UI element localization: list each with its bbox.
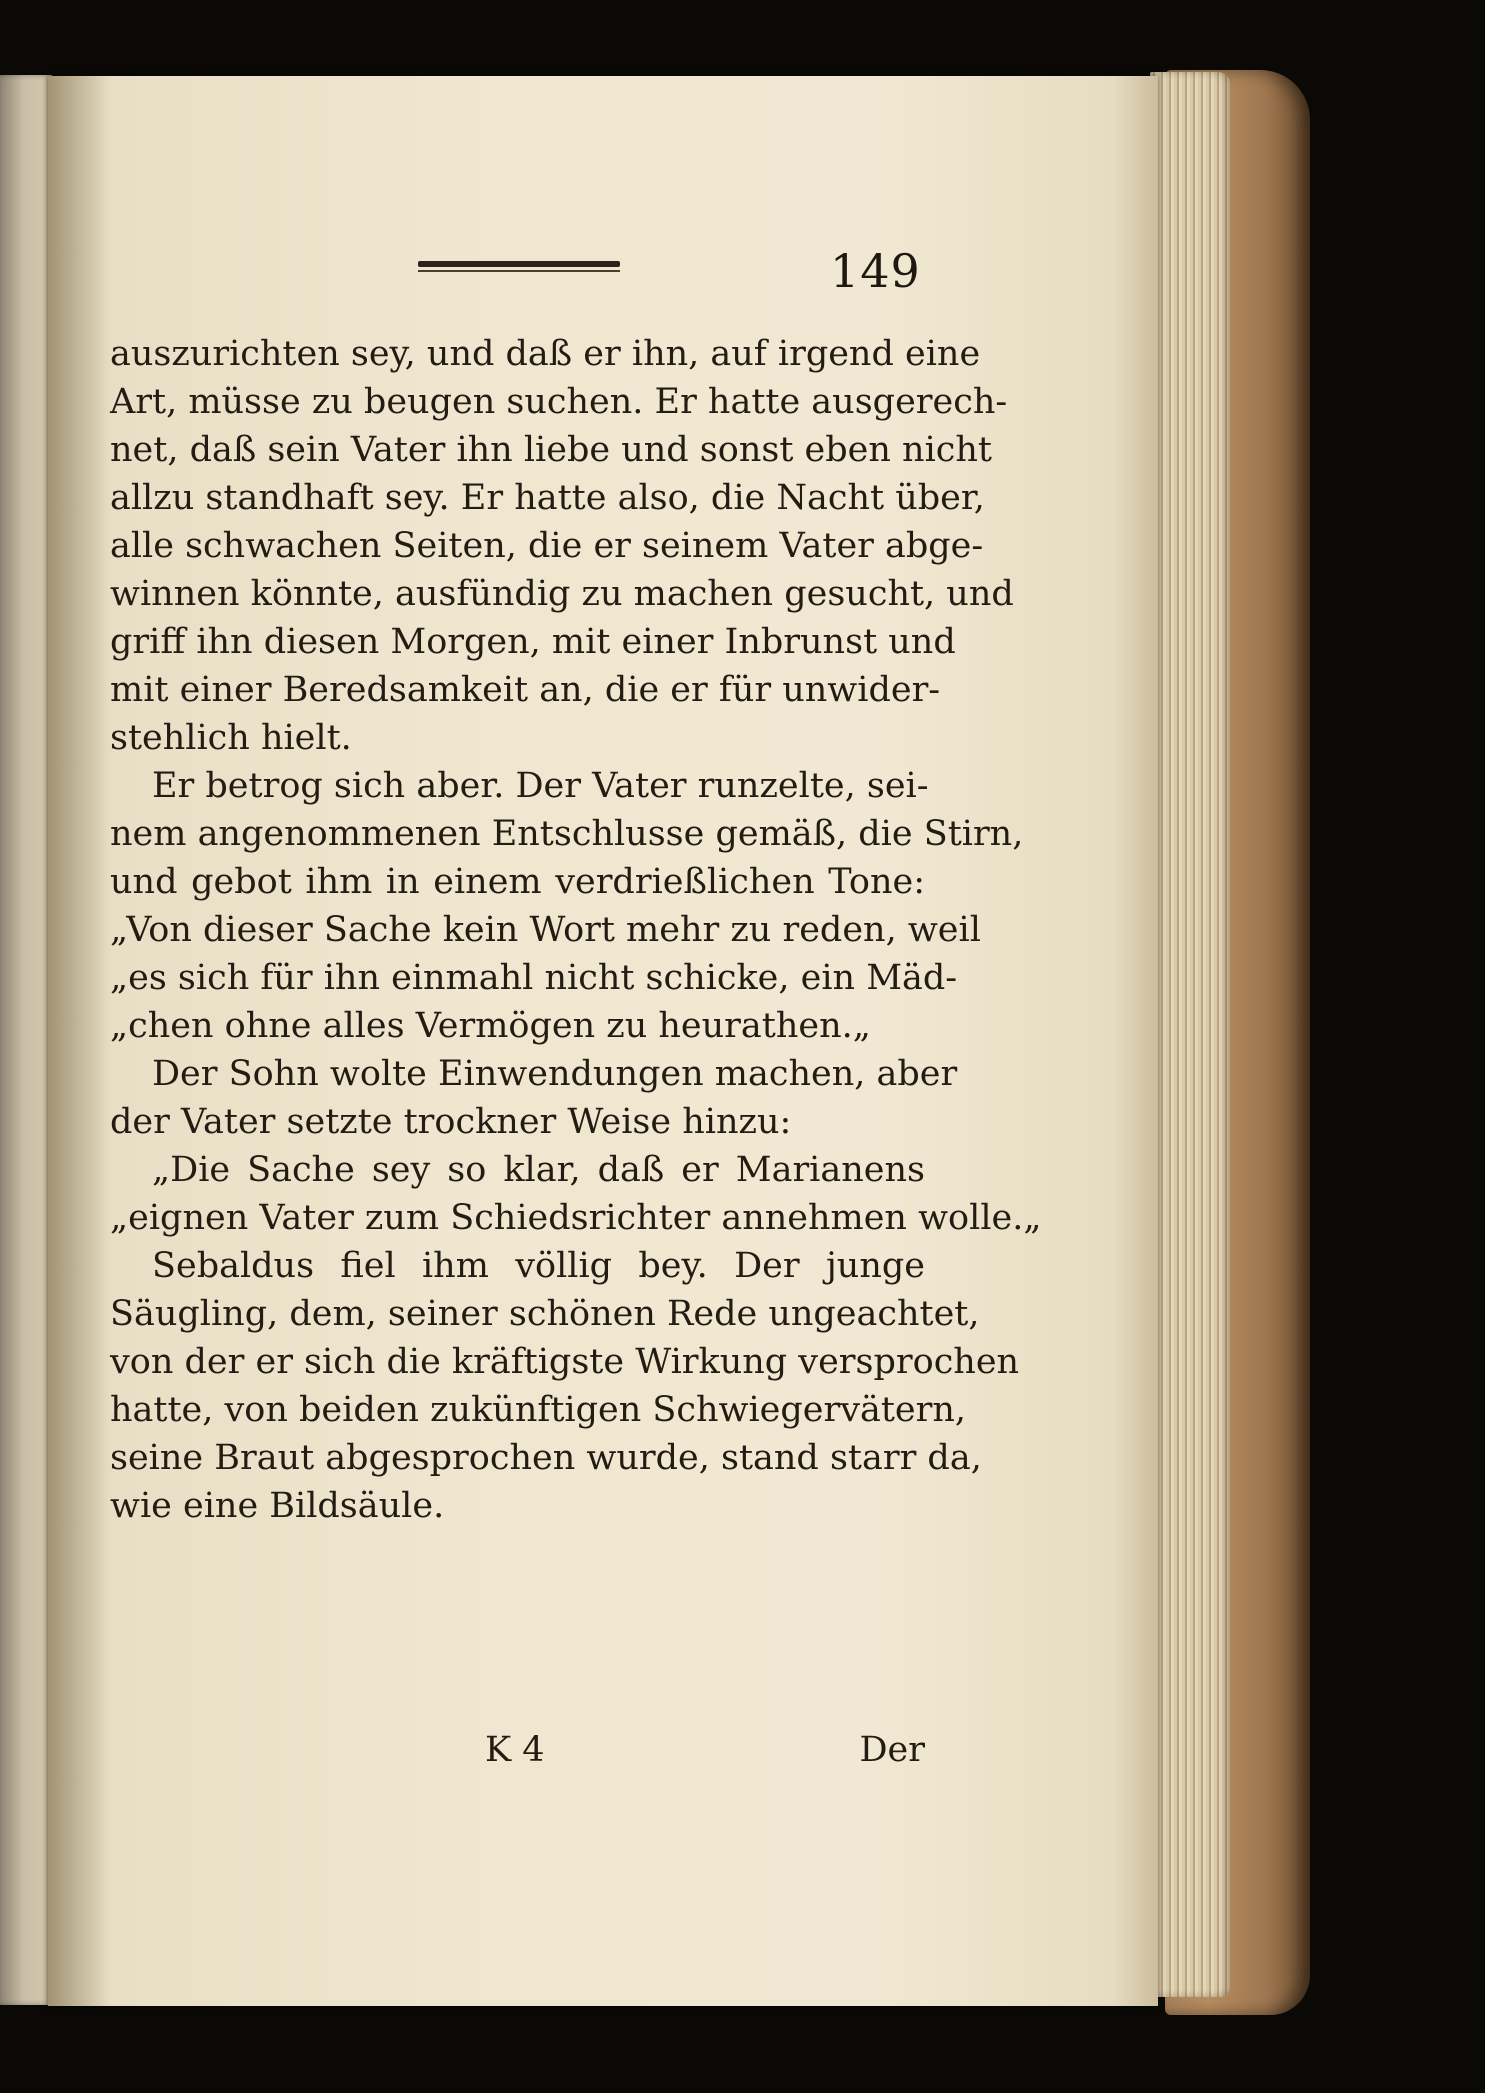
signature-mark: K 4 (485, 1730, 545, 1770)
page-footer (110, 1730, 925, 1780)
text-line: „chen ohne alles Vermögen zu heurathen.„ (110, 1006, 871, 1046)
body-text (110, 330, 1042, 1530)
text-line: net, daß sein Vater ihn liebe und sonst eben nicht (110, 430, 992, 470)
text-line: „Von dieser Sache kein Wort mehr zu reden, weil (110, 910, 981, 950)
gutter-shadow (48, 76, 108, 2006)
text-line: alle schwachen Seiten, die er seinem Vater abge- (110, 526, 984, 566)
text-line: winnen könnte, ausfündig zu machen gesucht, und (110, 574, 1014, 614)
header-ornament-rule-thin (418, 270, 620, 272)
text-line: nem angenommenen Entschlusse gemäß, die Stirn, (110, 814, 1024, 854)
text-line: von der er sich die kräftigste Wirkung versprochen (110, 1342, 1020, 1382)
text-line: „es sich für ihn einmahl nicht schicke, ein Mäd- (110, 958, 958, 998)
text-line: Der Sohn wolte Einwendungen machen, aber (152, 1054, 958, 1094)
text-line: mit einer Beredsamkeit an, die er für unwider- (110, 670, 941, 710)
text-line: Säugling, dem, seiner schönen Rede ungeachtet, (110, 1294, 980, 1334)
text-line: hatte, von beiden zukünftigen Schwiegervätern, (110, 1390, 967, 1430)
catchword: Der (859, 1730, 925, 1770)
text-line: „eignen Vater zum Schiedsrichter annehmen wolle.„ (110, 1198, 1042, 1238)
page-edges (1150, 72, 1230, 1997)
header-ornament-rule (418, 261, 620, 267)
text-line: „Die Sache sey so klar, daß er Marianens (152, 1150, 925, 1190)
page-number: 149 (830, 244, 921, 298)
text-line: der Vater setzte trockner Weise hinzu: (110, 1102, 792, 1142)
text-line: Art, müsse zu beugen suchen. Er hatte ausgerech- (110, 382, 1008, 422)
text-line: seine Braut abgesprochen wurde, stand starr da, (110, 1438, 982, 1478)
text-line: stehlich hielt. (110, 718, 352, 758)
text-line: und gebot ihm in einem verdrießlichen Tone: (110, 862, 925, 902)
text-line: allzu standhaft sey. Er hatte also, die Nacht über, (110, 478, 985, 518)
text-line: wie eine Bildsäule. (110, 1486, 445, 1526)
text-line: Er betrog sich aber. Der Vater runzelte, sei- (152, 766, 929, 806)
text-line: Sebaldus fiel ihm völlig bey. Der junge (152, 1246, 925, 1286)
text-line: griff ihn diesen Morgen, mit einer Inbrunst und (110, 622, 956, 662)
previous-page-edge (0, 75, 52, 2005)
text-line: auszurichten sey, und daß er ihn, auf irgend eine (110, 334, 981, 374)
